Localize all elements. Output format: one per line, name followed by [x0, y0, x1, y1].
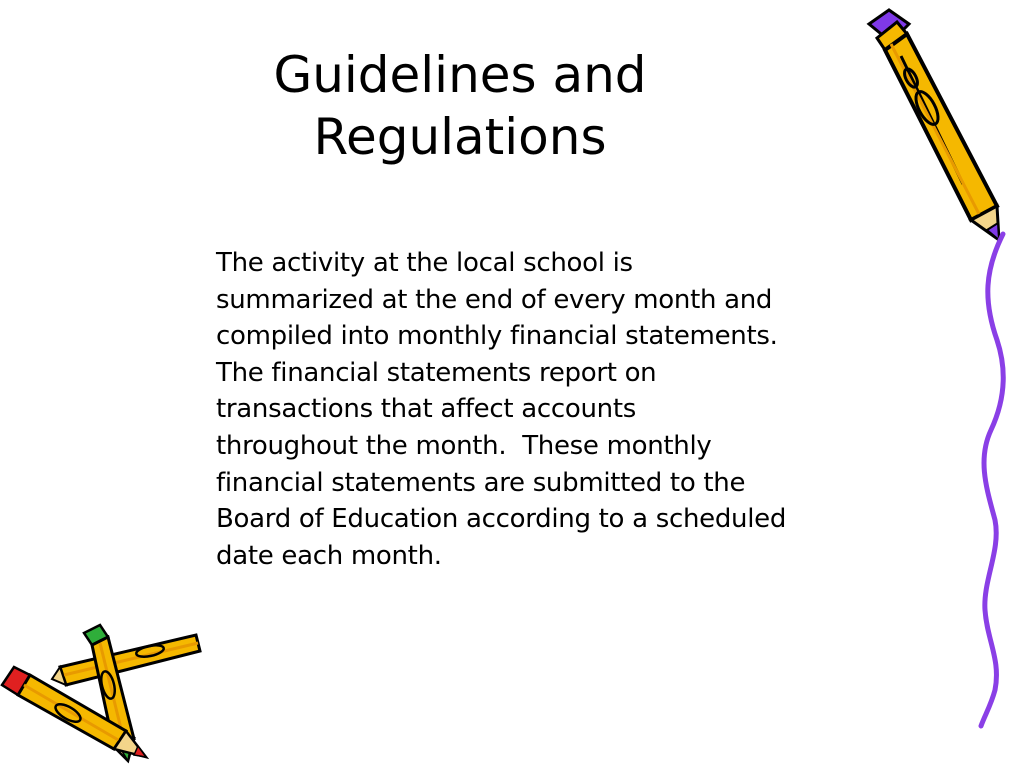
- body-line: throughout the month. These monthly: [216, 430, 712, 461]
- crossed-pencils-icon: [0, 615, 210, 765]
- body-line: financial statements are submitted to the: [216, 467, 746, 498]
- slide-body: [216, 245, 936, 574]
- title-line-2: Regulations: [313, 108, 607, 166]
- body-line: compiled into monthly financial statements.: [216, 321, 778, 352]
- body-line: The financial statements report on: [216, 357, 657, 388]
- title-line-1: Guidelines and: [273, 46, 647, 104]
- slide-title: [200, 44, 720, 168]
- body-line: The activity at the local school is: [216, 248, 633, 278]
- squiggle-line-icon: [965, 230, 1015, 730]
- body-line: transactions that affect accounts: [216, 394, 636, 425]
- body-line: date each month.: [216, 540, 442, 571]
- pencil-icon: [855, 0, 1005, 245]
- body-line: Board of Education according to a scheduled: [216, 504, 787, 535]
- body-line: summarized at the end of every month and: [216, 284, 773, 315]
